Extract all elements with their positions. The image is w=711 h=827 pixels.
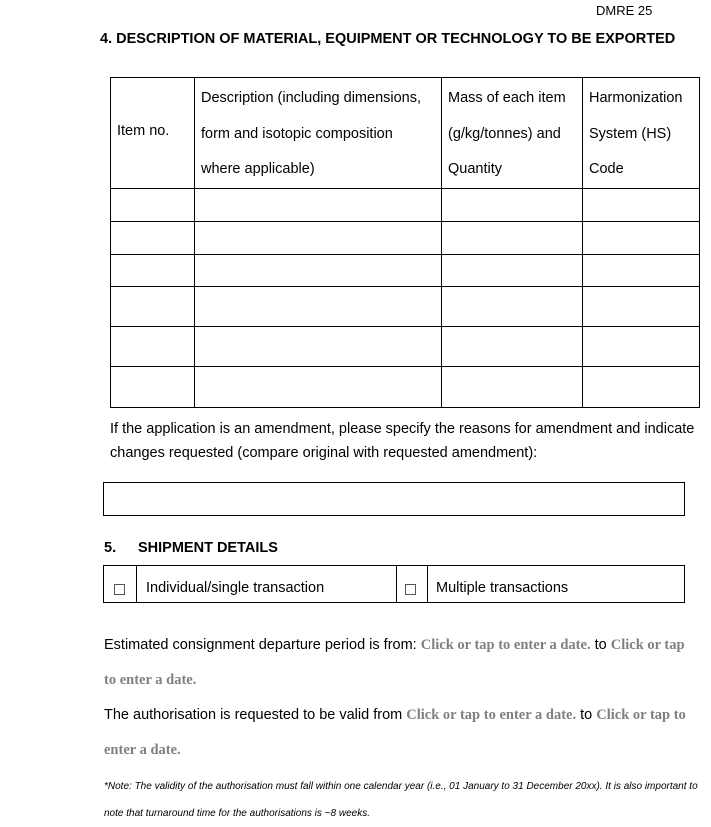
valid-prefix: The authorisation is requested to be valid from: [104, 707, 403, 723]
divider: [396, 565, 397, 603]
header-item-no: Item no.: [111, 78, 195, 189]
cell-description[interactable]: [195, 254, 442, 286]
divider: [136, 565, 137, 603]
cell-description[interactable]: [195, 326, 442, 366]
table-row: [111, 326, 700, 366]
cell-mass[interactable]: [442, 286, 583, 326]
divider: [427, 565, 428, 603]
departure-prefix: Estimated consignment departure period is from:: [104, 637, 417, 653]
cell-item-no[interactable]: [111, 221, 195, 254]
header-mass: Mass of each item (g/kg/tonnes) and Quantity: [442, 78, 583, 189]
cell-description[interactable]: [195, 366, 442, 407]
to-word: to: [594, 637, 607, 653]
single-transaction-label: Individual/single transaction: [146, 580, 325, 596]
validity-period-paragraph: [104, 698, 694, 768]
validity-note: *Note: The validity of the authorisation must fall within one calendar year (i.e., 01 January to 31 December 20xx). It is also important to note that turnaround time for the authorisations is ~8 weeks.: [104, 781, 698, 819]
cell-hs-code[interactable]: [583, 326, 700, 366]
valid-to-date-field[interactable]: Click or tap to enter a date.: [104, 707, 686, 758]
divider: [684, 565, 685, 603]
cell-hs-code[interactable]: [583, 286, 700, 326]
cell-description[interactable]: [195, 286, 442, 326]
cell-mass[interactable]: [442, 366, 583, 407]
to-word: to: [580, 707, 593, 723]
cell-hs-code[interactable]: [583, 221, 700, 254]
departure-to-date-field[interactable]: Click or tap to enter a date.: [104, 637, 685, 688]
cell-item-no[interactable]: [111, 188, 195, 221]
valid-from-date-field[interactable]: Click or tap to enter a date.: [406, 707, 577, 723]
section-5-number: 5.: [104, 540, 117, 556]
header-description: Description (including dimensions, form and isotopic composition where applicable): [195, 78, 442, 189]
table-row: [111, 366, 700, 407]
table-row: [111, 254, 700, 286]
cell-mass[interactable]: [442, 188, 583, 221]
multiple-transactions-label: Multiple transactions: [436, 580, 569, 596]
section-5-title: [104, 540, 278, 556]
table-row: [111, 286, 700, 326]
cell-mass[interactable]: [442, 326, 583, 366]
section-4-title: 4. DESCRIPTION OF MATERIAL, EQUIPMENT OR TECHNOLOGY TO BE EXPORTED: [100, 31, 676, 47]
cell-mass[interactable]: [442, 254, 583, 286]
departure-from-date-field[interactable]: Click or tap to enter a date.: [420, 637, 591, 653]
table-row: [111, 221, 700, 254]
cell-hs-code[interactable]: [583, 188, 700, 221]
divider: [103, 565, 104, 603]
document-code: DMRE 25: [596, 3, 653, 18]
items-table: [110, 77, 700, 408]
multiple-transactions-checkbox[interactable]: [405, 584, 416, 595]
amendment-instructions: If the application is an amendment, please specify the reasons for amendment and indicate changes requested (compare original with requested amendment):: [110, 421, 695, 461]
cell-description[interactable]: [195, 188, 442, 221]
header-hs-code: Harmonization System (HS) Code: [583, 78, 700, 189]
cell-mass[interactable]: [442, 221, 583, 254]
cell-item-no[interactable]: [111, 366, 195, 407]
cell-item-no[interactable]: [111, 254, 195, 286]
cell-hs-code[interactable]: [583, 366, 700, 407]
shipment-options-row: [103, 565, 685, 603]
cell-item-no[interactable]: [111, 286, 195, 326]
table-header-row: [111, 78, 700, 189]
single-transaction-checkbox[interactable]: [114, 584, 125, 595]
cell-hs-code[interactable]: [583, 254, 700, 286]
divider: [103, 602, 685, 603]
divider: [103, 565, 685, 566]
cell-description[interactable]: [195, 221, 442, 254]
table-row: [111, 188, 700, 221]
departure-period-paragraph: [104, 628, 694, 698]
cell-item-no[interactable]: [111, 326, 195, 366]
section-5-heading: SHIPMENT DETAILS: [138, 540, 278, 556]
amendment-input-box[interactable]: [103, 482, 685, 516]
